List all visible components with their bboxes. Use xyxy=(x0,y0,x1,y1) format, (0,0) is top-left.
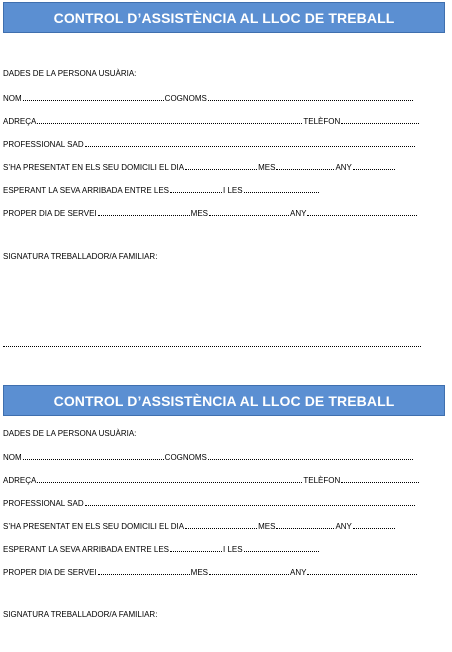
i-les-label: I LES xyxy=(223,545,243,554)
nom-label: NOM xyxy=(3,94,22,103)
proper-row xyxy=(3,208,418,219)
proper-dia-field[interactable] xyxy=(98,567,190,575)
adreca-label: ADREÇA xyxy=(3,117,37,126)
esperant-label: ESPERANT LA SEVA ARRIBADA ENTRE LES xyxy=(3,186,169,195)
proper-row xyxy=(3,567,418,578)
form-title: CONTROL D’ASSISTÈNCIA AL LLOC DE TREBALL xyxy=(53,9,395,26)
telefon-field[interactable] xyxy=(341,475,419,483)
form-title-banner xyxy=(3,2,445,33)
esperant-row xyxy=(3,185,320,196)
form-title: CONTROL D’ASSISTÈNCIA AL LLOC DE TREBALL xyxy=(53,392,395,409)
adreca-row xyxy=(3,116,420,127)
professional-label: PROFESSIONAL SAD xyxy=(3,499,84,508)
proper-mes-field[interactable] xyxy=(209,208,289,216)
nom-row xyxy=(3,93,414,104)
professional-row xyxy=(3,498,416,509)
signature-line[interactable] xyxy=(3,345,421,347)
mes-field[interactable] xyxy=(276,162,334,170)
mes-label: MES xyxy=(258,163,276,172)
presentat-label: S’HA PRESENTAT EN ELS SEU DOMICILI EL DIA xyxy=(3,522,185,531)
dades-label: DADES DE LA PERSONA USUÀRIA: xyxy=(3,429,137,438)
proper-label: PROPER DIA DE SERVEI xyxy=(3,209,97,218)
signatura-label: SIGNATURA TREBALLADOR/A FAMILIAR: xyxy=(3,610,158,619)
mes-field[interactable] xyxy=(276,521,334,529)
dia-field[interactable] xyxy=(185,521,257,529)
any-label-2: ANY xyxy=(290,568,307,577)
nom-row xyxy=(3,452,414,463)
mes-label-2: MES xyxy=(190,568,209,577)
proper-any-field[interactable] xyxy=(307,567,417,575)
adreca-field[interactable] xyxy=(37,475,302,483)
professional-field[interactable] xyxy=(85,498,415,506)
telefon-label: TELÈFON xyxy=(303,117,341,126)
hora-inici-field[interactable] xyxy=(170,544,222,552)
hora-fi-field[interactable] xyxy=(244,544,319,552)
nom-field[interactable] xyxy=(23,93,164,101)
esperant-label: ESPERANT LA SEVA ARRIBADA ENTRE LES xyxy=(3,545,169,554)
signatura-label: SIGNATURA TREBALLADOR/A FAMILIAR: xyxy=(3,252,158,261)
proper-any-field[interactable] xyxy=(307,208,417,216)
proper-mes-field[interactable] xyxy=(209,567,289,575)
professional-row xyxy=(3,139,416,150)
any-field[interactable] xyxy=(353,162,395,170)
form-title-banner xyxy=(3,385,445,416)
presentat-row xyxy=(3,162,396,173)
esperant-row xyxy=(3,544,320,555)
nom-field[interactable] xyxy=(23,452,164,460)
adreca-field[interactable] xyxy=(37,116,302,124)
presentat-label: S’HA PRESENTAT EN ELS SEU DOMICILI EL DIA xyxy=(3,163,185,172)
mes-label-2: MES xyxy=(190,209,209,218)
professional-label: PROFESSIONAL SAD xyxy=(3,140,84,149)
hora-inici-field[interactable] xyxy=(170,185,222,193)
cognoms-field[interactable] xyxy=(208,93,413,101)
any-label: ANY xyxy=(335,522,352,531)
cognoms-field[interactable] xyxy=(208,452,413,460)
hora-fi-field[interactable] xyxy=(244,185,319,193)
nom-label: NOM xyxy=(3,453,22,462)
telefon-field[interactable] xyxy=(341,116,419,124)
proper-label: PROPER DIA DE SERVEI xyxy=(3,568,97,577)
adreca-label: ADREÇA xyxy=(3,476,37,485)
adreca-row xyxy=(3,475,420,486)
cognoms-label: COGNOMS xyxy=(164,94,207,103)
any-field[interactable] xyxy=(353,521,395,529)
any-label-2: ANY xyxy=(290,209,307,218)
proper-dia-field[interactable] xyxy=(98,208,190,216)
any-label: ANY xyxy=(335,163,352,172)
i-les-label: I LES xyxy=(223,186,243,195)
telefon-label: TELÈFON xyxy=(303,476,341,485)
dia-field[interactable] xyxy=(185,162,257,170)
dades-label: DADES DE LA PERSONA USUÀRIA: xyxy=(3,69,137,78)
cognoms-label: COGNOMS xyxy=(164,453,207,462)
professional-field[interactable] xyxy=(85,139,415,147)
presentat-row xyxy=(3,521,396,532)
mes-label: MES xyxy=(258,522,276,531)
